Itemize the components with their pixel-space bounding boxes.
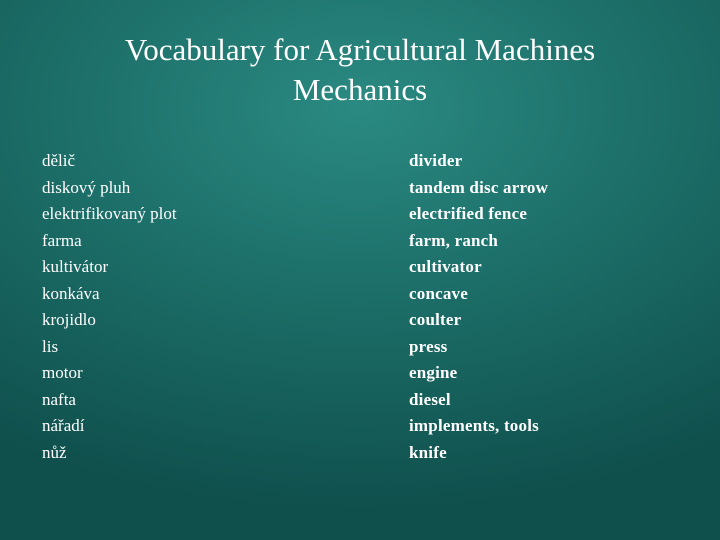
- czech-term: motor: [42, 363, 83, 382]
- english-term-list: [409, 148, 548, 466]
- czech-term: konkáva: [42, 283, 100, 303]
- czech-term-list: [42, 148, 177, 466]
- czech-term: nůž: [42, 442, 67, 462]
- english-term: press: [409, 336, 448, 356]
- title-line-2: Mechanics: [292, 72, 428, 107]
- english-term: tandem disc arrow: [409, 177, 549, 197]
- english-term: electrified fence: [409, 204, 528, 223]
- english-term: farm, ranch: [409, 230, 499, 250]
- title-line-1: Vocabulary for Agricultural Machines: [124, 32, 596, 67]
- english-term: engine: [409, 363, 458, 382]
- czech-term: dělič: [42, 151, 76, 170]
- english-term: knife: [409, 442, 447, 462]
- english-term: implements, tools: [409, 416, 539, 435]
- czech-term: elektrifikovaný plot: [42, 204, 177, 223]
- czech-term: krojidlo: [42, 310, 96, 329]
- czech-term: nářadí: [42, 416, 85, 435]
- english-term: diesel: [409, 389, 451, 409]
- czech-term: diskový pluh: [42, 177, 131, 197]
- czech-term: nafta: [42, 389, 76, 409]
- czech-term: farma: [42, 230, 82, 250]
- english-term: coulter: [409, 310, 462, 329]
- english-term: concave: [409, 283, 468, 303]
- english-term: divider: [409, 151, 463, 170]
- czech-term: kultivátor: [42, 257, 109, 276]
- english-term: cultivator: [409, 257, 482, 276]
- slide-title: [0, 30, 720, 110]
- czech-term: lis: [42, 336, 59, 356]
